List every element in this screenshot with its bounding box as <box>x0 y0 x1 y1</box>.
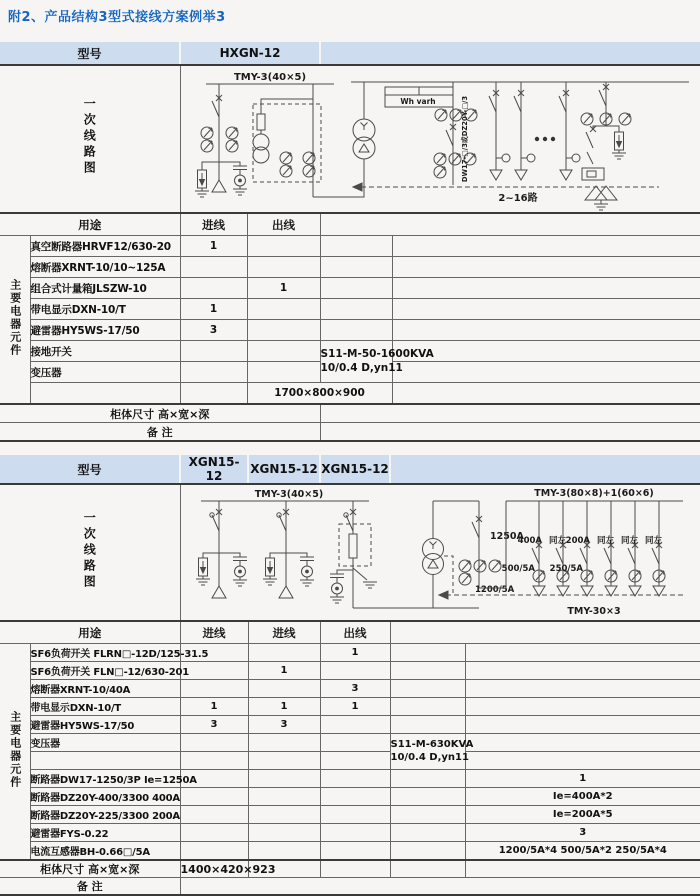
value-cell: 3 <box>465 824 700 842</box>
lv-feeders <box>501 501 664 596</box>
component-row <box>0 257 700 278</box>
qty-in: 1 <box>180 299 247 320</box>
component-row <box>0 752 700 770</box>
busbar-hv-label: TMY-3(40×5) <box>254 489 323 500</box>
transformer-feeder <box>330 501 479 608</box>
table-xgn15 <box>0 455 700 896</box>
breaker-icon <box>586 126 596 148</box>
col-empty <box>390 621 700 644</box>
earthing-switch-icon <box>353 568 367 580</box>
pt-delta-icon <box>585 186 607 200</box>
cabinet-dims-value: 1400×420×923 <box>180 860 248 878</box>
pt-section <box>581 82 631 210</box>
value-cell: Ie=200A*5 <box>465 806 700 824</box>
arrow-left-icon <box>353 183 362 191</box>
dims-label: 柜体尺寸 高×宽×深 <box>0 404 320 423</box>
component-label: 断路器DW17-1250/3P Ie=1250A <box>30 770 180 788</box>
col-usage: 用途 <box>0 213 180 236</box>
component-label: 变压器 <box>30 362 180 383</box>
ct-icon <box>201 127 213 152</box>
ground-icon <box>594 204 608 210</box>
component-row <box>0 320 700 341</box>
load-switch-icon <box>276 509 288 531</box>
load-switch-icon <box>209 509 221 531</box>
col-incoming: 进线 <box>180 621 248 644</box>
svg-text:同左: 同左 <box>596 536 614 546</box>
dims-row <box>0 404 700 423</box>
component-label: 避雷器HY5WS-17/50 <box>30 716 180 734</box>
busbar-out-label: TMY-30×3 <box>566 606 621 617</box>
diagram-row <box>0 484 700 621</box>
load-switch-icon <box>343 509 355 531</box>
breaker-icon <box>489 90 499 112</box>
breaker-type-label: DW17-□/3或DZ20Y-□/3 <box>460 95 469 183</box>
qty-in <box>180 257 247 278</box>
notes-label: 备 注 <box>0 878 180 896</box>
model-empty <box>390 455 700 484</box>
qty-in <box>180 278 247 299</box>
incoming-feeder <box>195 84 247 197</box>
busbar-lv <box>506 488 683 501</box>
component-row <box>0 299 700 320</box>
qty-out <box>247 257 320 278</box>
main-rating-label: 1250A <box>489 531 524 542</box>
transformer-spec: S11-M-630KVA 10/0.4 D,yn11 <box>390 734 465 770</box>
arrester-icon <box>612 132 626 159</box>
circuit-diagram-label: 一次线路图 <box>0 484 180 621</box>
pt-icon <box>253 134 269 150</box>
col-empty <box>320 213 700 236</box>
ct-icon <box>434 166 446 178</box>
ct-icon <box>280 152 292 177</box>
feeder-count-label: 2~16路 <box>497 193 538 204</box>
col-outgoing: 出线 <box>247 213 320 236</box>
notes-row <box>0 423 700 442</box>
component-label: 断路器DZ20Y-225/3300 200A <box>30 806 180 824</box>
ct-label: 500/5A <box>501 564 535 574</box>
circuit-diagram-cell <box>180 65 700 213</box>
fuse-icon <box>349 534 357 558</box>
component-row <box>0 383 700 405</box>
arrow-left-icon <box>439 591 448 599</box>
component-label: 避雷器FYS-0.22 <box>30 824 180 842</box>
component-row <box>0 770 700 788</box>
ellipsis-dots <box>534 137 554 141</box>
component-row <box>0 734 700 752</box>
svg-text:200A: 200A <box>565 536 590 546</box>
model-value: XGN15-12 <box>248 455 320 484</box>
svg-text:同左: 同左 <box>548 536 566 546</box>
component-label: SF6负荷开关 FLRN□-12D/125-31.5 <box>30 644 180 662</box>
col-outgoing: 出线 <box>320 621 390 644</box>
incoming-feeder <box>196 501 247 598</box>
component-row <box>0 824 700 842</box>
indicator-icon <box>502 154 510 162</box>
live-display-icon <box>330 574 344 603</box>
feeder <box>621 501 641 596</box>
busbar-label: TMY-3(40×5) <box>233 72 306 83</box>
qty-in <box>180 341 247 362</box>
component-row: 带电显示DXN-10/T 1 1 1 <box>0 698 700 716</box>
circuit-diagram-label: 一次线路图 <box>0 65 180 213</box>
ct-icon <box>449 153 461 165</box>
ct-icon <box>434 153 446 165</box>
ct-label: 250/5A <box>549 564 583 574</box>
feeder <box>489 82 510 180</box>
value-cell: Ie=400A*2 <box>465 788 700 806</box>
feeder <box>565 501 592 596</box>
notes-row <box>0 878 700 896</box>
page-title: 附2、产品结构3型式接线方案例举3 <box>8 10 226 25</box>
single-line-diagram-2 <box>181 485 700 620</box>
feeder <box>597 501 617 596</box>
dims-label: 柜体尺寸 高×宽×深 <box>0 860 180 878</box>
transformer-spec: S11-M-50-1600KVA 10/0.4 D,yn11 <box>320 341 392 383</box>
cable-terminal-icon <box>279 586 293 598</box>
component-label: 带电显示DXN-10/T <box>30 299 180 320</box>
qty-out <box>247 320 320 341</box>
table-hxgn12 <box>0 42 700 442</box>
component-label: SF6负荷开关 FLN□-12/630-201 <box>30 662 180 680</box>
model-row <box>0 455 700 484</box>
side-label: 主要电器元件 <box>0 236 30 405</box>
circuit-diagram-cell <box>180 484 700 621</box>
arrester-icon <box>195 170 209 197</box>
ct-icon <box>619 113 631 125</box>
model-value: XGN15-12 <box>180 455 248 484</box>
breaker-icon <box>212 95 222 117</box>
component-label: 熔断器XRNT-10/10~125A <box>30 257 180 278</box>
component-row: SF6负荷开关 FLN□-12/630-201 1 <box>0 662 700 680</box>
component-label <box>30 383 180 405</box>
feeder <box>559 82 580 180</box>
qty-out <box>247 341 320 362</box>
transformer-icon <box>422 501 479 608</box>
live-display-icon <box>300 557 314 586</box>
model-label: 型号 <box>0 455 180 484</box>
qty-in: 3 <box>180 320 247 341</box>
value-cell: 1 <box>465 770 700 788</box>
single-line-diagram-1 <box>181 66 700 212</box>
qty-in <box>180 362 247 383</box>
side-label: 主要电器元件 <box>0 644 30 861</box>
ct-icon <box>474 560 486 572</box>
qty-out <box>247 236 320 257</box>
component-label: 断路器DZ20Y-400/3300 400A <box>30 788 180 806</box>
svg-text:400A: 400A <box>517 536 542 546</box>
breaker-icon <box>446 124 456 146</box>
component-row <box>0 236 700 257</box>
ct-icon <box>435 109 447 121</box>
arrester-icon <box>196 558 210 585</box>
component-label: 变压器 <box>30 734 180 752</box>
arrow-down-icon <box>490 170 502 180</box>
svg-text:同左: 同左 <box>644 536 662 546</box>
model-value: XGN15-12 <box>320 455 390 484</box>
feeder <box>517 501 544 596</box>
component-label: 熔断器XRNT-10/40A <box>30 680 180 698</box>
cable-terminal-icon <box>212 180 226 192</box>
breaker-icon <box>514 90 524 112</box>
live-display-icon <box>233 166 247 195</box>
col-usage: 用途 <box>0 621 180 644</box>
component-label: 避雷器HY5WS-17/50 <box>30 320 180 341</box>
component-label: 组合式计量箱JLSZW-10 <box>30 278 180 299</box>
cabinet-dims-value: 1700×800×900 <box>247 383 392 405</box>
value-cell: 1200/5A*4 500/5A*2 250/5A*4 <box>465 842 700 861</box>
component-row <box>0 806 700 824</box>
component-label: 带电显示DXN-10/T <box>30 698 180 716</box>
svg-text:同左: 同左 <box>620 536 638 546</box>
outgoing-feeders <box>489 82 580 204</box>
transformer-icon <box>353 82 375 159</box>
qty-out <box>247 362 320 383</box>
columns-header <box>0 621 700 644</box>
col-incoming: 进线 <box>248 621 320 644</box>
qty-in: 1 <box>180 236 247 257</box>
notes-label: 备 注 <box>0 423 320 442</box>
qty-out <box>247 299 320 320</box>
metering-compartment <box>253 84 364 197</box>
indicator-icon <box>527 154 535 162</box>
ct-icon <box>459 573 471 585</box>
ct-icon <box>489 560 501 572</box>
feeder <box>514 82 535 180</box>
component-row: 熔断器XRNT-10/40A 3 <box>0 680 700 698</box>
component-label <box>30 752 180 770</box>
secondary-circuit <box>353 183 659 191</box>
component-row <box>0 842 700 861</box>
col-incoming: 进线 <box>180 213 247 236</box>
component-row <box>0 788 700 806</box>
busbar-lv-label: TMY-3(80×8)+1(60×6) <box>533 488 654 499</box>
feeder <box>645 501 665 596</box>
model-row <box>0 42 700 65</box>
columns-header <box>0 213 700 236</box>
main-ct-label: 1200/5A <box>474 585 514 595</box>
meter-label: Wh varh <box>399 97 436 106</box>
breaker-icon <box>472 516 482 538</box>
model-label: 型号 <box>0 42 180 65</box>
busbar-left <box>206 72 334 84</box>
ground-icon <box>363 582 377 588</box>
indicator-icon <box>572 154 580 162</box>
busbar-hv <box>201 489 369 501</box>
metering-feeder <box>385 82 477 185</box>
component-label: 接地开关 <box>30 341 180 362</box>
ct-icon <box>581 113 593 125</box>
arrow-down-icon <box>560 170 572 180</box>
live-display-icon <box>233 557 247 586</box>
incoming-feeder <box>263 501 314 598</box>
main-breaker <box>459 501 524 595</box>
component-row: 主要电器元件 SF6负荷开关 FLRN□-12D/125-31.5 1 <box>0 644 700 662</box>
fuse-icon <box>257 114 265 130</box>
component-label: 真空断路器HRVF12/630-20 <box>30 236 180 257</box>
model-value: HXGN-12 <box>180 42 320 65</box>
relay-box <box>582 168 604 180</box>
arrow-down-icon <box>515 170 527 180</box>
component-row <box>0 278 700 299</box>
ct-icon <box>459 560 471 572</box>
feeder <box>549 501 569 596</box>
cable-terminal-icon <box>212 586 226 598</box>
breaker-icon <box>559 90 569 112</box>
breaker-icon <box>599 84 609 106</box>
ct-icon <box>226 127 238 152</box>
model-empty <box>320 42 700 65</box>
qty-out: 1 <box>247 278 320 299</box>
arrester-icon <box>263 558 277 585</box>
diagram-row <box>0 65 700 213</box>
component-label: 电流互感器BH-0.66□/5A <box>30 842 180 861</box>
component-row: 避雷器HY5WS-17/50 3 3 <box>0 716 700 734</box>
component-row <box>0 341 700 362</box>
